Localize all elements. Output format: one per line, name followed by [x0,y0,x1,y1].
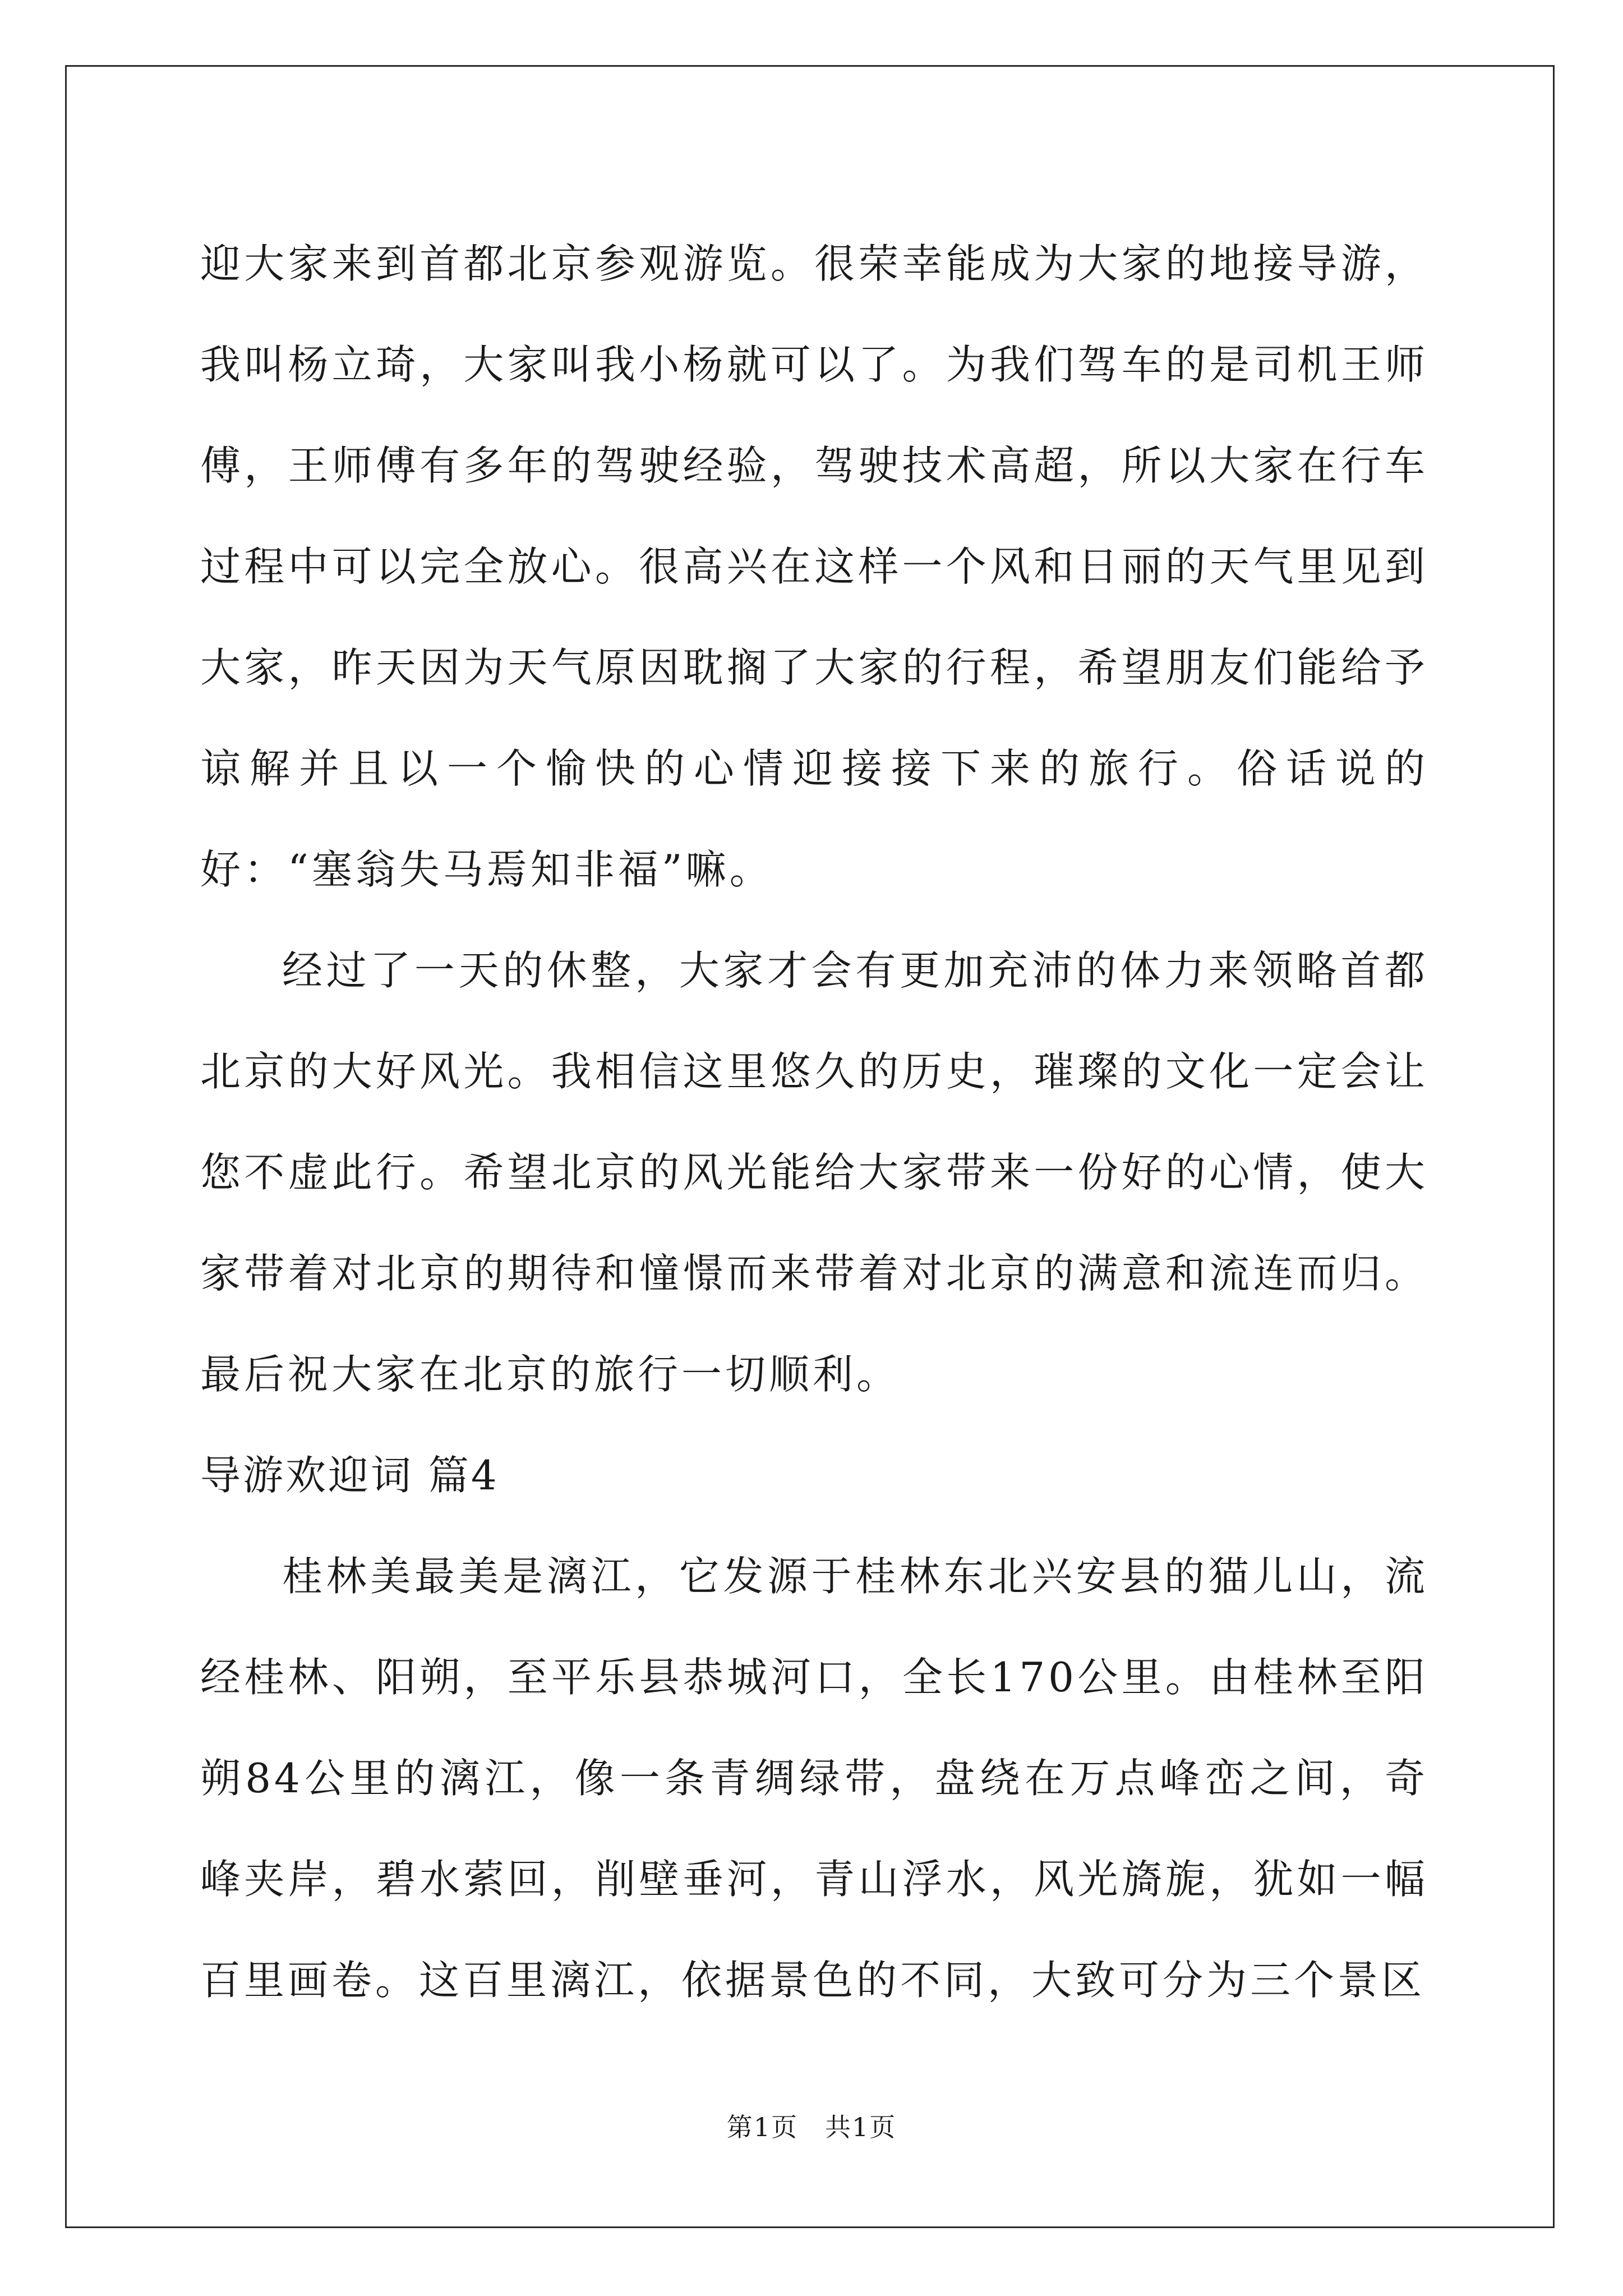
paragraph-beijing: 经过了一天的休整，大家才会有更加充沛的体力来领略首都北京的大好风光。我相信这里悠久的历史，璀璨的文化一定会让您不虚此行。希望北京的风光能给大家带来一份好的心情，使大家带着对北京的期待和憧憬而来带着对北京的满意和流连而归。最后祝大家在北京的旅行一切顺利。 [200,947,1428,1398]
document-body [200,213,1428,2031]
section-heading: 导游欢迎词 篇4 [200,1452,499,1499]
page-number: 第1页 共1页 [726,2112,897,2142]
paragraph-welcome: 迎大家来到首都北京参观游览。很荣幸能成为大家的地接导游，我叫杨立琦，大家叫我小杨就可以了。为我们驾车的是司机王师傅，王师傅有多年的驾驶经验，驾驶技术高超，所以大家在行车过程中可以完全放心。很高兴在这样一个风和日丽的天气里见到大家，昨天因为天气原因耽搁了大家的行程，希望朋友们能给予谅解并且以一个愉快的心情迎接接下来的旅行。俗话说的好：“塞翁失马焉知非福”嘛。 [200,240,1428,893]
paragraph-lijiang: 桂林美最美是漓江，它发源于桂林东北兴安县的猫儿山，流经桂林、阳朔，至平乐县恭城河口，全长170公里。由桂林至阳朔84公里的漓江，像一条青绸绿带，盘绕在万点峰峦之间，奇峰夹岸，碧水萦回，削壁垂河，青山浮水，风光旖旎，犹如一幅百里画卷。这百里漓江，依据景色的不同，大致可分为三个景区 [200,1553,1428,2004]
